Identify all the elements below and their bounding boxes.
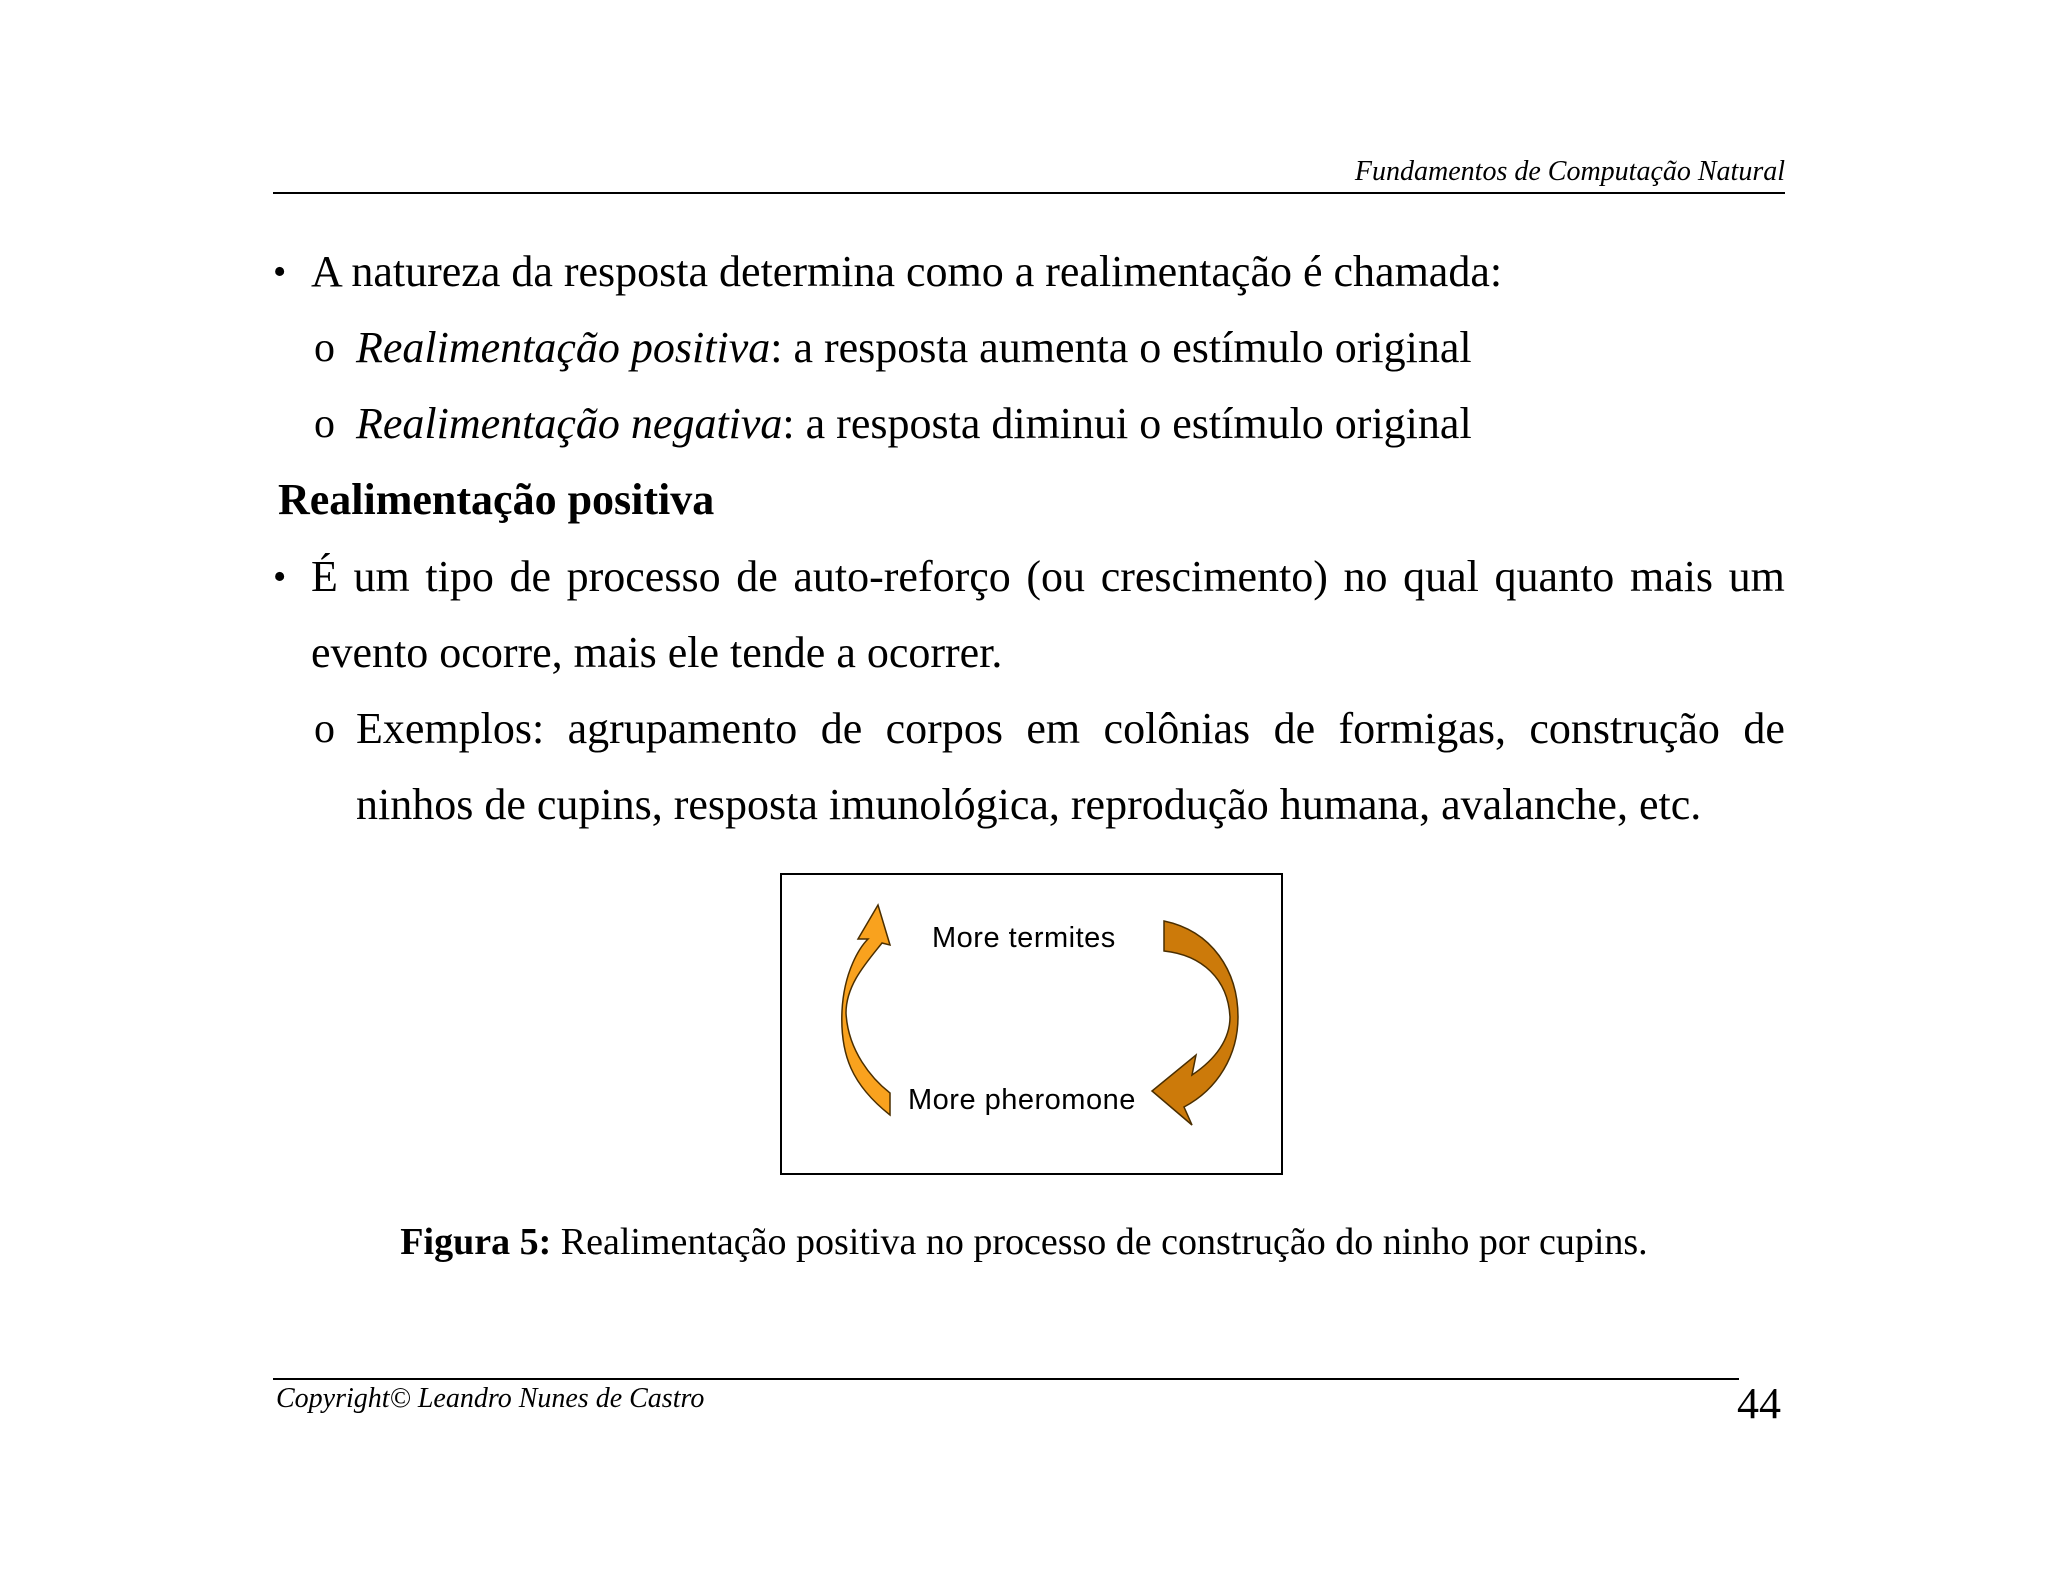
- sub-bullet-text-continuation: ninhos de cupins, resposta imunológica, reprodução humana, avalanche, etc.: [356, 780, 1702, 829]
- figure-caption: [0, 1218, 2048, 1266]
- feedback-cycle-diagram: [782, 875, 1281, 1173]
- word: quanto: [1494, 552, 1615, 601]
- word: de: [820, 704, 863, 753]
- running-header: Fundamentos de Computação Natural: [1354, 156, 1785, 187]
- footer-rule: [273, 1378, 1739, 1380]
- word: auto-reforço: [793, 552, 1011, 601]
- sub-bullet-marker: o: [314, 325, 335, 371]
- sub-bullet-text: [356, 322, 1472, 374]
- word: processo: [566, 552, 721, 601]
- justified-line: [311, 551, 1785, 603]
- caption-label: Figura 5:: [400, 1221, 552, 1263]
- definition-negative: : a resposta diminui o estímulo original: [782, 399, 1472, 448]
- section-heading: Realimentação positiva: [278, 475, 715, 524]
- sub-bullet-text: [356, 398, 1472, 450]
- word: colônias: [1103, 704, 1251, 753]
- word: construção: [1529, 704, 1720, 753]
- justified-line: [356, 703, 1785, 755]
- word: de: [736, 552, 778, 601]
- word: agrupamento: [567, 704, 798, 753]
- word: corpos: [885, 704, 1003, 753]
- sub-bullet-marker: o: [314, 706, 335, 752]
- sub-bullet-marker: o: [314, 401, 335, 447]
- left-upward-arrow: [842, 905, 890, 1115]
- label-more-pheromone: More pheromone: [908, 1084, 1136, 1116]
- definition-positive: : a resposta aumenta o estímulo original: [770, 323, 1472, 372]
- term-negative: Realimentação negativa: [356, 399, 783, 448]
- header-rule: [273, 192, 1785, 194]
- right-downward-arrow: [1152, 921, 1238, 1125]
- figure-box: [780, 873, 1283, 1175]
- word: um: [353, 552, 410, 601]
- word: em: [1026, 704, 1081, 753]
- word: (ou: [1026, 552, 1086, 601]
- bullet-marker: •: [273, 556, 287, 598]
- word: no: [1343, 552, 1388, 601]
- word: um: [1728, 552, 1785, 601]
- word: de: [1273, 704, 1316, 753]
- bullet-text: A natureza da resposta determina como a realimentação é chamada:: [311, 247, 1503, 296]
- page-number: 44: [1737, 1379, 1781, 1428]
- bullet-text-continuation: evento ocorre, mais ele tende a ocorrer.: [311, 628, 1003, 677]
- caption-text: Realimentação positiva no processo de construção do ninho por cupins.: [551, 1221, 1648, 1263]
- word: É: [311, 552, 338, 601]
- word: de: [1743, 704, 1785, 753]
- bullet-marker: •: [273, 251, 287, 293]
- word: qual: [1403, 552, 1479, 601]
- word: formigas,: [1338, 704, 1506, 753]
- word: mais: [1629, 552, 1714, 601]
- label-more-termites: More termites: [932, 922, 1116, 954]
- word: de: [509, 552, 551, 601]
- word: Exemplos:: [356, 704, 545, 753]
- term-positive: Realimentação positiva: [356, 323, 771, 372]
- footer-copyright: Copyright© Leandro Nunes de Castro: [276, 1383, 705, 1414]
- word: crescimento): [1100, 552, 1328, 601]
- word: tipo: [425, 552, 494, 601]
